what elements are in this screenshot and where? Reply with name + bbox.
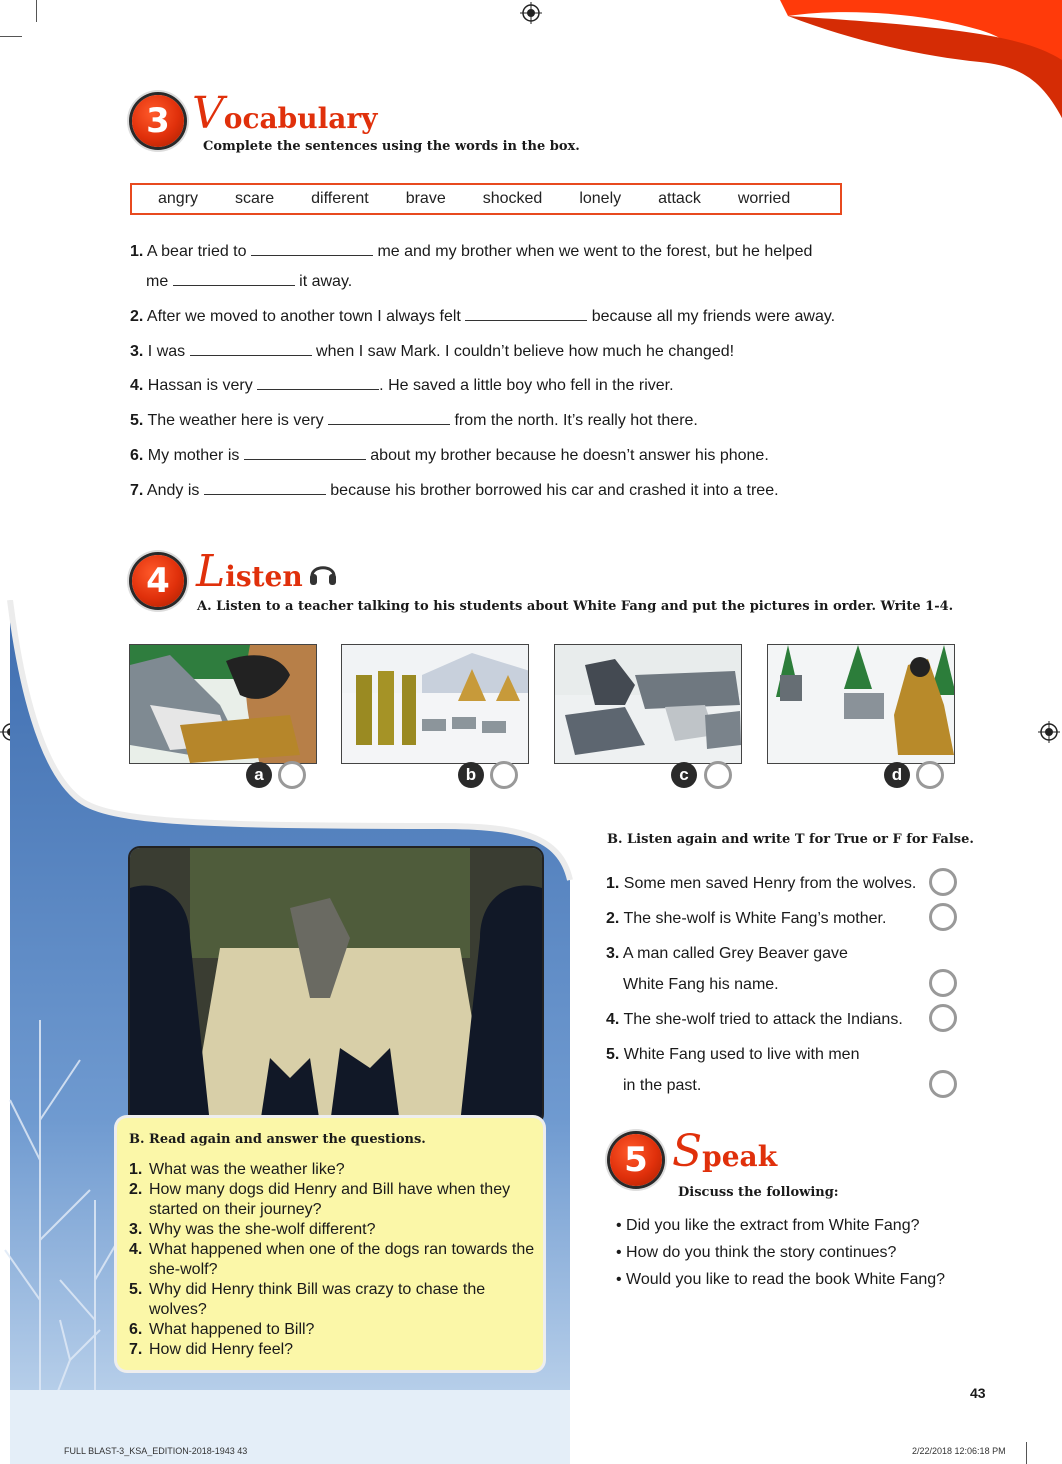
vocabulary-sentence — [130, 482, 779, 500]
sentence-text: My mother is — [147, 447, 240, 464]
registration-mark-icon — [520, 2, 542, 24]
section-3-badge: 3 — [132, 95, 184, 147]
question-number: 6. — [129, 1321, 143, 1338]
statement-text: A man called Grey Beaver gave — [622, 945, 848, 962]
listen-instruction-b: B. Listen again and write T for True or F for False. — [607, 832, 974, 847]
picture-d — [767, 644, 955, 764]
sentence-text: A bear tried to — [146, 243, 247, 260]
vocabulary-sentence — [130, 447, 769, 465]
footer-right: 2/22/2018 12:06:18 PM — [912, 1446, 1006, 1456]
word-box-word: attack — [658, 190, 701, 207]
sentence-number: 7. — [130, 482, 144, 499]
crop-mark — [36, 0, 37, 22]
answer-blank[interactable] — [328, 412, 450, 425]
question — [129, 1220, 375, 1240]
sentence-text: because all my friends were away. — [591, 308, 836, 325]
vocabulary-sentence — [130, 243, 812, 261]
tf-statement — [606, 910, 886, 928]
sentence-text: The weather here is very — [147, 412, 324, 429]
word-box-word: lonely — [579, 190, 622, 207]
wolf-and-man-illustration — [130, 645, 317, 764]
page-number: 43 — [970, 1385, 986, 1401]
title-rest: ocabulary — [223, 102, 378, 135]
picture-b — [341, 644, 529, 764]
hunters-and-wolves-illustration — [342, 645, 529, 764]
question — [129, 1180, 535, 1220]
word-box — [130, 183, 842, 215]
word-box-word: scare — [235, 190, 275, 207]
tf-statement-continued: in the past. — [623, 1077, 702, 1094]
picture-label: c — [671, 762, 697, 788]
speak-instruction: Discuss the following: — [678, 1185, 839, 1200]
wolf-pack-illustration — [555, 645, 742, 764]
statement-text: The she-wolf is White Fang’s mother. — [623, 910, 887, 927]
sentence-text: when I saw Mark. I couldn’t believe how much he changed! — [316, 343, 735, 360]
question-number: 7. — [129, 1341, 143, 1358]
question-text: Why was the she-wolf different? — [149, 1221, 376, 1238]
picture-c — [554, 644, 742, 764]
answer-blank[interactable] — [190, 343, 312, 356]
question-text: What happened to Bill? — [149, 1321, 315, 1338]
vocabulary-sentence — [146, 273, 352, 291]
word-box-word: different — [311, 190, 369, 207]
sentence-number: 5. — [130, 412, 144, 429]
tf-answer-circle[interactable] — [929, 903, 957, 931]
answer-blank[interactable] — [173, 273, 295, 286]
sentence-text: because his brother borrowed his car and crashed it into a tree. — [330, 482, 779, 499]
word-box-word: angry — [158, 190, 199, 207]
tf-statement — [606, 1046, 859, 1064]
question-text: What was the weather like? — [149, 1161, 345, 1178]
question-text: What happened when one of the dogs ran towards the she-wolf? — [149, 1241, 535, 1278]
listen-instruction-a: A. Listen to a teacher talking to his students about White Fang and put the pictures in order. Write 1-4. — [197, 599, 954, 614]
question — [129, 1160, 345, 1180]
picture-a — [129, 644, 317, 764]
sentence-text: . He saved a little boy who fell in the river. — [379, 377, 674, 394]
sentence-number: 1. — [130, 243, 144, 260]
statement-number: 1. — [606, 875, 620, 892]
speak-title — [672, 1126, 777, 1177]
question-text: How many dogs did Henry and Bill have when they started on their journey? — [149, 1181, 511, 1218]
picture-label: a — [246, 762, 272, 788]
statement-text: Some men saved Henry from the wolves. — [623, 875, 917, 892]
question — [129, 1280, 535, 1320]
answer-blank[interactable] — [251, 243, 373, 256]
question — [129, 1240, 535, 1280]
sentence-text: me — [146, 273, 169, 290]
answer-blank[interactable] — [257, 377, 379, 390]
title-initial: L — [196, 546, 226, 597]
tf-statement — [606, 1011, 903, 1029]
listen-title — [196, 546, 303, 597]
question-number: 4. — [129, 1241, 143, 1258]
sentence-number: 3. — [130, 343, 144, 360]
answer-blank[interactable] — [244, 447, 366, 460]
sentence-number: 4. — [130, 377, 144, 394]
crop-mark — [0, 36, 22, 37]
tf-answer-circle[interactable] — [929, 1004, 957, 1032]
tf-answer-circle[interactable] — [929, 1070, 957, 1098]
answer-blank[interactable] — [204, 482, 326, 495]
section-4-badge: 4 — [132, 555, 184, 607]
answer-circle[interactable] — [278, 761, 306, 789]
sentence-text: from the north. It’s really hot there. — [454, 412, 698, 429]
question-text: Why did Henry think Bill was crazy to chase the wolves? — [149, 1281, 486, 1318]
sentence-text: After we moved to another town I always felt — [146, 308, 461, 325]
tf-statement-continued: White Fang his name. — [623, 976, 779, 993]
story-illustration — [128, 846, 544, 1126]
picture-label: b — [458, 762, 484, 788]
tf-statement — [606, 945, 848, 963]
question-number: 3. — [129, 1221, 143, 1238]
answer-circle[interactable] — [704, 761, 732, 789]
statement-number: 5. — [606, 1046, 620, 1063]
tf-answer-circle[interactable] — [929, 969, 957, 997]
picture-label: d — [884, 762, 910, 788]
wolves-campfire-illustration — [130, 848, 542, 1124]
word-box-word: worried — [737, 190, 791, 207]
sentence-text: about my brother because he doesn’t answer his phone. — [370, 447, 769, 464]
question-number: 5. — [129, 1281, 143, 1298]
statement-text: The she-wolf tried to attack the Indians. — [623, 1011, 903, 1028]
statement-number: 3. — [606, 945, 620, 962]
vocabulary-sentence — [130, 412, 698, 430]
footer-left: FULL BLAST-3_KSA_EDITION-2018-1943 43 — [64, 1446, 248, 1456]
read-questions-box — [117, 1118, 543, 1370]
speak-item: • How do you think the story continues? — [616, 1244, 897, 1261]
tf-statement — [606, 875, 916, 893]
sentence-text: me and my brother when we went to the forest, but he helped — [377, 243, 813, 260]
sentence-number: 2. — [130, 308, 144, 325]
speak-item: • Did you like the extract from White Fang? — [616, 1217, 920, 1234]
answer-circle[interactable] — [916, 761, 944, 789]
statement-text: White Fang used to live with men — [623, 1046, 860, 1063]
headphones-icon — [307, 556, 339, 588]
read-instruction: B. Read again and answer the questions. — [129, 1132, 426, 1147]
question — [129, 1320, 314, 1340]
sentence-text: Hassan is very — [147, 377, 253, 394]
question-number: 2. — [129, 1181, 143, 1198]
question — [129, 1340, 293, 1360]
statement-number: 4. — [606, 1011, 620, 1028]
speak-item: • Would you like to read the book White Fang? — [616, 1271, 946, 1288]
vocabulary-sentence — [130, 343, 734, 361]
sentence-text: it away. — [299, 273, 353, 290]
tf-answer-circle[interactable] — [929, 868, 957, 896]
word-box-word: brave — [405, 190, 446, 207]
section-5-badge: 5 — [610, 1134, 662, 1186]
title-initial: S — [672, 1126, 703, 1177]
vocabulary-instruction: Complete the sentences using the words in the box. — [203, 139, 580, 154]
vocabulary-sentence — [130, 377, 674, 395]
answer-circle[interactable] — [490, 761, 518, 789]
sentence-text: I was — [147, 343, 186, 360]
statement-number: 2. — [606, 910, 620, 927]
word-box-word: shocked — [482, 190, 543, 207]
question-text: How did Henry feel? — [149, 1341, 294, 1358]
sentence-number: 6. — [130, 447, 144, 464]
corner-swoosh-decoration — [780, 0, 1062, 120]
sentence-text: Andy is — [146, 482, 200, 499]
registration-mark-icon — [1038, 721, 1060, 743]
title-rest: peak — [702, 1140, 778, 1173]
title-initial: V — [192, 88, 224, 139]
answer-blank[interactable] — [465, 308, 587, 321]
vocabulary-title — [192, 88, 377, 139]
girl-and-wolves-illustration — [768, 645, 955, 764]
vocabulary-sentence — [130, 308, 835, 326]
crop-mark — [1026, 1442, 1027, 1464]
question-number: 1. — [129, 1161, 143, 1178]
title-rest: isten — [225, 560, 303, 593]
